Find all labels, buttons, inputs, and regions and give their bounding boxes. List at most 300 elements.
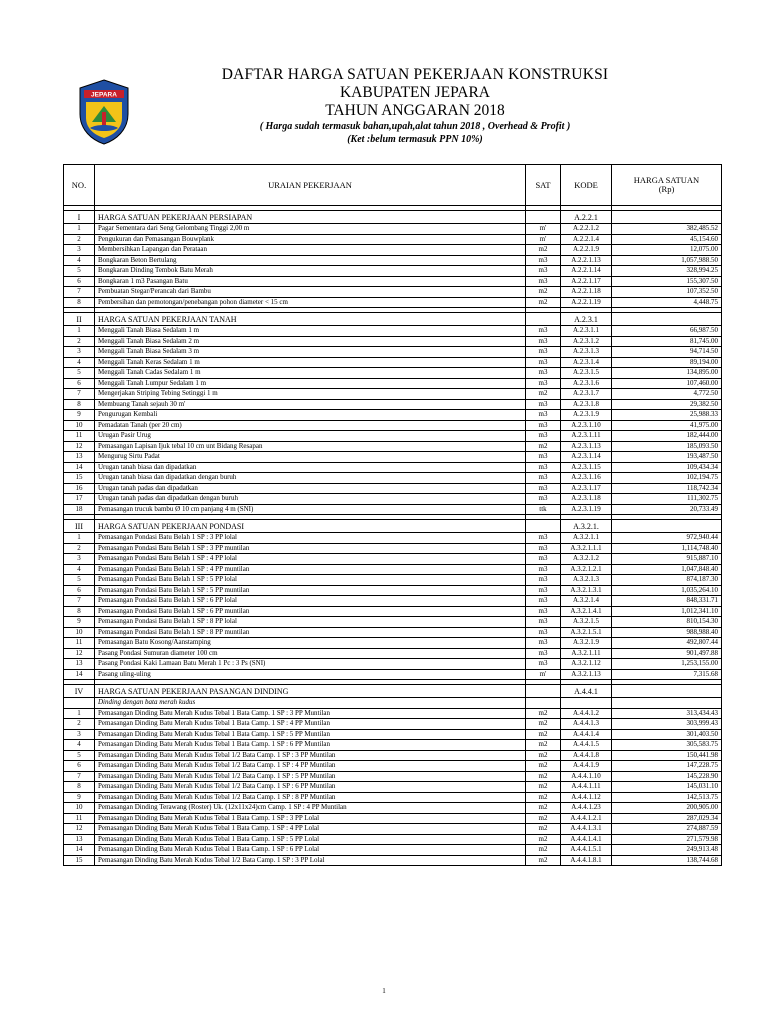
row-sat: m2 [526,761,561,772]
row-kode: A.2.3.1.2 [561,336,612,347]
row-kode: A.4.4.1.4.1 [561,834,612,845]
col-header-uraian: URAIAN PEKERJAAN [95,165,526,206]
row-no: 8 [64,782,95,793]
row-harga: 134,895.00 [612,368,722,379]
row-sat: m3 [526,473,561,484]
row-kode: A.2.3.1.19 [561,504,612,515]
table-row [64,824,722,835]
row-kode: A.3.2.1.9 [561,638,612,649]
table-row [64,834,722,845]
row-uraian: Pemasangan Dinding Batu Merah Kudus Tebal 1 Bata Camp. 1 SP : 5 PP Lolal [95,834,526,845]
row-kode: A.3.2.1.4 [561,596,612,607]
table-row [64,276,722,287]
row-no: 4 [64,740,95,751]
row-sat: m' [526,669,561,680]
row-no: 9 [64,792,95,803]
row-kode: A.4.4.1.2.1 [561,813,612,824]
row-no: 8 [64,297,95,308]
row-no: 7 [64,596,95,607]
row-uraian: Urugan tanah biasa dan dipadatkan [95,462,526,473]
row-sat: m2 [526,834,561,845]
row-harga: 305,583.75 [612,740,722,751]
row-uraian: Pemasangan Dinding Batu Merah Kudus Tebal 1/2 Bata Camp. 1 SP : 6 PP Muntilan [95,782,526,793]
row-no: 3 [64,554,95,565]
row-no: 2 [64,336,95,347]
col-header-kode: KODE [561,165,612,206]
row-harga: 142,513.75 [612,792,722,803]
section-header-row [64,313,722,326]
row-no: 6 [64,761,95,772]
row-sat: m2 [526,824,561,835]
table-row [64,845,722,856]
row-uraian: Pemasangan Dinding Batu Merah Kudus Tebal 1 Bata Camp. 1 SP : 3 PP Lolal [95,813,526,824]
section-title: HARGA SATUAN PEKERJAAN PONDASI [95,520,526,533]
row-harga: 1,114,748.40 [612,543,722,554]
row-kode: A.4.4.1.11 [561,782,612,793]
row-sat: m2 [526,803,561,814]
row-harga: 107,352.50 [612,287,722,298]
table-row [64,494,722,505]
row-harga: 7,315.68 [612,669,722,680]
row-uraian: Pasang uling-uling [95,669,526,680]
table-row [64,533,722,544]
row-harga: 107,460.00 [612,378,722,389]
row-uraian: Pemasangan Dinding Batu Merah Kudus Tebal 1 Bata Camp. 1 SP : 4 PP Muntilan [95,719,526,730]
row-sat: m3 [526,347,561,358]
row-no: 13 [64,659,95,670]
table-row [64,234,722,245]
row-kode: A.2.2.1.17 [561,276,612,287]
row-uraian: Pengurugan Kembali [95,410,526,421]
row-harga: 303,999.43 [612,719,722,730]
row-uraian: Pemasangan Pondasi Batu Belah 1 SP : 6 PP muntilan [95,606,526,617]
row-uraian: Bongkaran 1 m3 Pasangan Batu [95,276,526,287]
row-uraian: Pagar Sementara dari Seng Gelombang Tinggi 2,00 m [95,224,526,235]
row-sat: m2 [526,813,561,824]
table-row [64,638,722,649]
row-harga: 29,382.50 [612,399,722,410]
table-row [64,368,722,379]
row-no: 3 [64,729,95,740]
row-kode: A.3.2.1.5 [561,617,612,628]
subtitle-kode [561,698,612,709]
row-sat: m3 [526,575,561,586]
document-header [150,66,680,146]
row-uraian: Pemasangan Lapisan Ijuk tebal 10 cm unt Bidang Resapan [95,441,526,452]
row-harga: 138,744.68 [612,855,722,866]
table-row [64,452,722,463]
row-uraian: Pemasangan Dinding Batu Merah Kudus Tebal 1 Bata Camp. 1 SP : 3 PP Muntilan [95,708,526,719]
table-row [64,792,722,803]
row-harga: 145,031.10 [612,782,722,793]
row-harga: 147,228.75 [612,761,722,772]
section-header-row [64,520,722,533]
section-harga [612,520,722,533]
row-no: 17 [64,494,95,505]
row-harga: 4,448.75 [612,297,722,308]
row-harga: 492,807.44 [612,638,722,649]
row-harga: 81,745.00 [612,336,722,347]
row-kode: A.2.3.1.15 [561,462,612,473]
row-no: 7 [64,771,95,782]
table-row [64,504,722,515]
row-no: 5 [64,266,95,277]
col-header-no: NO. [64,165,95,206]
table-row [64,441,722,452]
row-sat: m3 [526,483,561,494]
col-header-sat: SAT [526,165,561,206]
row-harga: 66,987.50 [612,326,722,337]
row-uraian: Pemasangan Dinding Batu Merah Kudus Tebal 1 Bata Camp. 1 SP : 6 PP Lolal [95,845,526,856]
col-header-harga-label: HARGA SATUAN [633,175,700,185]
row-harga: 12,075.00 [612,245,722,256]
row-uraian: Pemasangan Dinding Batu Merah Kudus Tebal 1/2 Bata Camp. 1 SP : 8 PP Muntilan [95,792,526,803]
row-no: 5 [64,575,95,586]
row-sat: m3 [526,420,561,431]
table-row [64,347,722,358]
table-row [64,771,722,782]
row-harga: 118,742.34 [612,483,722,494]
row-sat: m2 [526,740,561,751]
row-uraian: Menggali Tanah Biasa Sedalam 1 m [95,326,526,337]
row-sat: m3 [526,399,561,410]
row-kode: A.4.4.1.4 [561,729,612,740]
row-sat: m3 [526,659,561,670]
col-header-harga-unit: (Rp) [658,184,675,194]
section-kode: A.3.2.1. [561,520,612,533]
row-no: 14 [64,845,95,856]
row-no: 4 [64,255,95,266]
row-harga: 848,331.71 [612,596,722,607]
row-sat: m3 [526,638,561,649]
row-uraian: Menggali Tanah Keras Sedalam 1 m [95,357,526,368]
row-sat: m3 [526,255,561,266]
row-harga: 972,940.44 [612,533,722,544]
table-body [64,206,722,866]
table-row [64,729,722,740]
row-kode: A.4.4.1.8 [561,750,612,761]
table-row [64,648,722,659]
row-kode: A.2.3.1.4 [561,357,612,368]
row-no: 1 [64,533,95,544]
row-uraian: Menggali Tanah Biasa Sedalam 2 m [95,336,526,347]
row-kode: A.4.4.1.5 [561,740,612,751]
row-harga: 1,253,155.00 [612,659,722,670]
row-kode: A.4.4.1.23 [561,803,612,814]
row-harga: 25,988.33 [612,410,722,421]
row-sat: m2 [526,245,561,256]
row-harga: 4,772.50 [612,389,722,400]
row-no: 6 [64,585,95,596]
row-no: 7 [64,389,95,400]
row-no: 13 [64,834,95,845]
section-subtitle: Dinding dengan bata merah kudus [95,698,526,709]
row-harga: 182,444.00 [612,431,722,442]
row-harga: 249,913.48 [612,845,722,856]
section-harga [612,211,722,224]
section-subtitle-row [64,698,722,709]
row-kode: A.4.4.1.9 [561,761,612,772]
row-kode: A.2.2.1.13 [561,255,612,266]
table-header-row [64,165,722,206]
row-kode: A.2.3.1.5 [561,368,612,379]
row-sat: m3 [526,410,561,421]
row-sat: m3 [526,452,561,463]
row-no: 16 [64,483,95,494]
row-kode: A.2.2.1.19 [561,297,612,308]
row-harga: 810,154.30 [612,617,722,628]
row-kode: A.4.4.1.5.1 [561,845,612,856]
row-no: 2 [64,719,95,730]
row-sat: m3 [526,336,561,347]
section-number: IV [64,685,95,698]
subtitle-sat [526,698,561,709]
row-kode: A.2.3.1.6 [561,378,612,389]
row-no: 12 [64,441,95,452]
row-harga: 193,487.50 [612,452,722,463]
section-title: HARGA SATUAN PEKERJAAN PASANGAN DINDING [95,685,526,698]
row-uraian: Urugan tanah padas dan dipadatkan [95,483,526,494]
table-row [64,399,722,410]
title-line-2: KABUPATEN JEPARA [339,84,491,101]
row-harga: 1,035,264.10 [612,585,722,596]
row-sat: m2 [526,708,561,719]
row-uraian: Membersihkan Lapangan dan Perataan [95,245,526,256]
table-row [64,266,722,277]
row-sat: m3 [526,494,561,505]
row-uraian: Pasang Pondasi Sumuran diameter 100 cm [95,648,526,659]
section-harga [612,313,722,326]
price-table [63,164,722,866]
row-sat: m2 [526,845,561,856]
row-no: 4 [64,357,95,368]
row-uraian: Bongkaran Beton Bertulang [95,255,526,266]
row-harga: 200,905.00 [612,803,722,814]
row-sat: m3 [526,596,561,607]
section-header-row [64,211,722,224]
row-sat: m' [526,224,561,235]
col-header-harga [612,165,722,206]
row-kode: A.3.2.1.2.1 [561,564,612,575]
row-harga: 89,194.00 [612,357,722,368]
row-uraian: Pemasangan Pondasi Batu Belah 1 SP : 4 PP muntilan [95,564,526,575]
row-sat: m3 [526,648,561,659]
row-no: 12 [64,824,95,835]
table-row [64,855,722,866]
row-uraian: Pemasangan Dinding Batu Merah Kudus Tebal 1 Bata Camp. 1 SP : 5 PP Muntilan [95,729,526,740]
row-sat: ttk [526,504,561,515]
table-row [64,389,722,400]
row-kode: A.3.2.1.4.1 [561,606,612,617]
row-sat: m2 [526,441,561,452]
row-harga: 1,057,988.50 [612,255,722,266]
row-kode: A.3.2.1.1.1 [561,543,612,554]
row-no: 10 [64,420,95,431]
table-row [64,462,722,473]
row-no: 15 [64,855,95,866]
row-sat: m3 [526,357,561,368]
row-sat: m3 [526,276,561,287]
table-row [64,575,722,586]
row-no: 1 [64,326,95,337]
row-harga: 109,434.34 [612,462,722,473]
row-uraian: Pemasangan Batu Kosong/Aanstamping [95,638,526,649]
subtitle-harga [612,698,722,709]
table-row [64,627,722,638]
row-harga: 155,307.50 [612,276,722,287]
row-no: 14 [64,462,95,473]
row-no: 5 [64,750,95,761]
row-uraian: Pemasangan Dinding Batu Merah Kudus Tebal 1 Bata Camp. 1 SP : 4 PP Lolal [95,824,526,835]
row-uraian: Pemasangan Pondasi Batu Belah 1 SP : 3 PP lolal [95,533,526,544]
row-sat: m2 [526,297,561,308]
row-uraian: Mengerjakan Striping Tebing Setinggi 1 m [95,389,526,400]
row-uraian: Pengukuran dan Pemasangan Bouwplank [95,234,526,245]
row-harga: 102,194.75 [612,473,722,484]
row-kode: A.2.2.1.18 [561,287,612,298]
section-sat [526,685,561,698]
row-harga: 94,714.50 [612,347,722,358]
row-harga: 301,403.50 [612,729,722,740]
row-kode: A.2.3.1.17 [561,483,612,494]
section-kode: A.4.4.1 [561,685,612,698]
jepara-emblem [78,78,130,146]
row-sat: m3 [526,585,561,596]
row-sat: m3 [526,617,561,628]
row-no: 11 [64,638,95,649]
table-row [64,585,722,596]
row-kode: A.2.3.1.1 [561,326,612,337]
row-uraian: Pasang Pondasi Kaki Lamaan Batu Merah 1 Pc : 3 Ps (SNI) [95,659,526,670]
row-uraian: Pemasangan Pondasi Batu Belah 1 SP : 8 PP muntilan [95,627,526,638]
table-row [64,287,722,298]
row-harga: 915,887.10 [612,554,722,565]
row-no: 18 [64,504,95,515]
table-row [64,740,722,751]
row-harga: 150,441.98 [612,750,722,761]
row-harga: 274,887.59 [612,824,722,835]
table-row [64,813,722,824]
row-kode: A.4.4.1.8.1 [561,855,612,866]
row-harga: 41,975.00 [612,420,722,431]
row-no: 14 [64,669,95,680]
table-row [64,297,722,308]
table-row [64,336,722,347]
section-title: HARGA SATUAN PEKERJAAN PERSIAPAN [95,211,526,224]
row-no: 3 [64,245,95,256]
row-harga: 271,579.98 [612,834,722,845]
row-kode: A.3.2.1.3 [561,575,612,586]
row-uraian: Pemasangan Pondasi Batu Belah 1 SP : 8 PP lolal [95,617,526,628]
table-row [64,761,722,772]
row-uraian: Pemasangan Dinding Batu Merah Kudus Tebal 1/2 Bata Camp. 1 SP : 5 PP Muntilan [95,771,526,782]
row-uraian: Pemasangan Pondasi Batu Belah 1 SP : 6 PP lolal [95,596,526,607]
section-title: HARGA SATUAN PEKERJAAN TANAH [95,313,526,326]
row-kode: A.3.2.1.13 [561,669,612,680]
row-kode: A.3.2.1.3.1 [561,585,612,596]
subtitle-no [64,698,95,709]
row-no: 8 [64,606,95,617]
row-uraian: Urugan tanah padas dan dipadatkan dengan buruh [95,494,526,505]
row-no: 7 [64,287,95,298]
row-kode: A.2.2.1.4 [561,234,612,245]
row-harga: 1,047,848.40 [612,564,722,575]
row-sat: m3 [526,266,561,277]
row-uraian: Pemasangan Pondasi Batu Belah 1 SP : 5 PP muntilan [95,585,526,596]
row-uraian: Pembersihan dan pemotongan/penebangan pohon diameter < 15 cm [95,297,526,308]
row-uraian: Menggali Tanah Biasa Sedalam 3 m [95,347,526,358]
table-row [64,410,722,421]
row-kode: A.3.2.1.12 [561,659,612,670]
title-line-3: TAHUN ANGGARAN 2018 [325,102,505,119]
section-kode: A.2.3.1 [561,313,612,326]
row-no: 4 [64,564,95,575]
table-row [64,326,722,337]
table-row [64,719,722,730]
row-sat: m3 [526,326,561,337]
section-sat [526,211,561,224]
row-no: 11 [64,431,95,442]
row-sat: m3 [526,564,561,575]
row-uraian: Pemasangan Dinding Batu Merah Kudus Tebal 1 Bata Camp. 1 SP : 6 PP Muntilan [95,740,526,751]
row-no: 5 [64,368,95,379]
row-sat: m3 [526,627,561,638]
row-kode: A.4.4.1.12 [561,792,612,803]
row-kode: A.2.3.1.10 [561,420,612,431]
row-uraian: Pemasangan Dinding Batu Merah Kudus Tebal 1/2 Bata Camp. 1 SP : 3 PP Muntilan [95,750,526,761]
row-uraian: Menggali Tanah Lumpur Sedalam 1 m [95,378,526,389]
row-kode: A.2.3.1.16 [561,473,612,484]
row-kode: A.2.3.1.7 [561,389,612,400]
table-row [64,803,722,814]
row-no: 10 [64,803,95,814]
row-sat: m2 [526,729,561,740]
row-sat: m3 [526,378,561,389]
subtitle-line-2: (Ket :belum termasuk PPN 10%) [347,134,483,145]
row-kode: A.2.3.1.18 [561,494,612,505]
row-sat: m2 [526,792,561,803]
row-no: 1 [64,708,95,719]
row-uraian: Mengurug Sirtu Padat [95,452,526,463]
table-row [64,708,722,719]
row-no: 15 [64,473,95,484]
row-no: 1 [64,224,95,235]
row-sat: m2 [526,771,561,782]
row-uraian: Pemasangan trucuk bambu Ø 10 cm panjang 4 m (SNI) [95,504,526,515]
table-row [64,617,722,628]
row-kode: A.2.2.1.2 [561,224,612,235]
row-kode: A.2.3.1.14 [561,452,612,463]
table-row [64,750,722,761]
row-uraian: Membuang Tanah sejauh 30 m' [95,399,526,410]
row-kode: A.2.3.1.11 [561,431,612,442]
row-harga: 111,302.75 [612,494,722,505]
row-sat: m2 [526,750,561,761]
row-uraian: Pemasangan Pondasi Batu Belah 1 SP : 3 PP muntilan [95,543,526,554]
row-sat: m2 [526,389,561,400]
table-row [64,224,722,235]
row-sat: m3 [526,533,561,544]
section-kode: A.2.2.1 [561,211,612,224]
table-row [64,483,722,494]
row-sat: m2 [526,855,561,866]
row-kode: A.2.3.1.13 [561,441,612,452]
row-harga: 45,154.60 [612,234,722,245]
row-kode: A.4.4.1.10 [561,771,612,782]
table-row [64,564,722,575]
table-row [64,245,722,256]
row-uraian: Pemasangan Dinding Batu Merah Kudus Tebal 1/2 Bata Camp. 1 SP : 3 PP Lolal [95,855,526,866]
